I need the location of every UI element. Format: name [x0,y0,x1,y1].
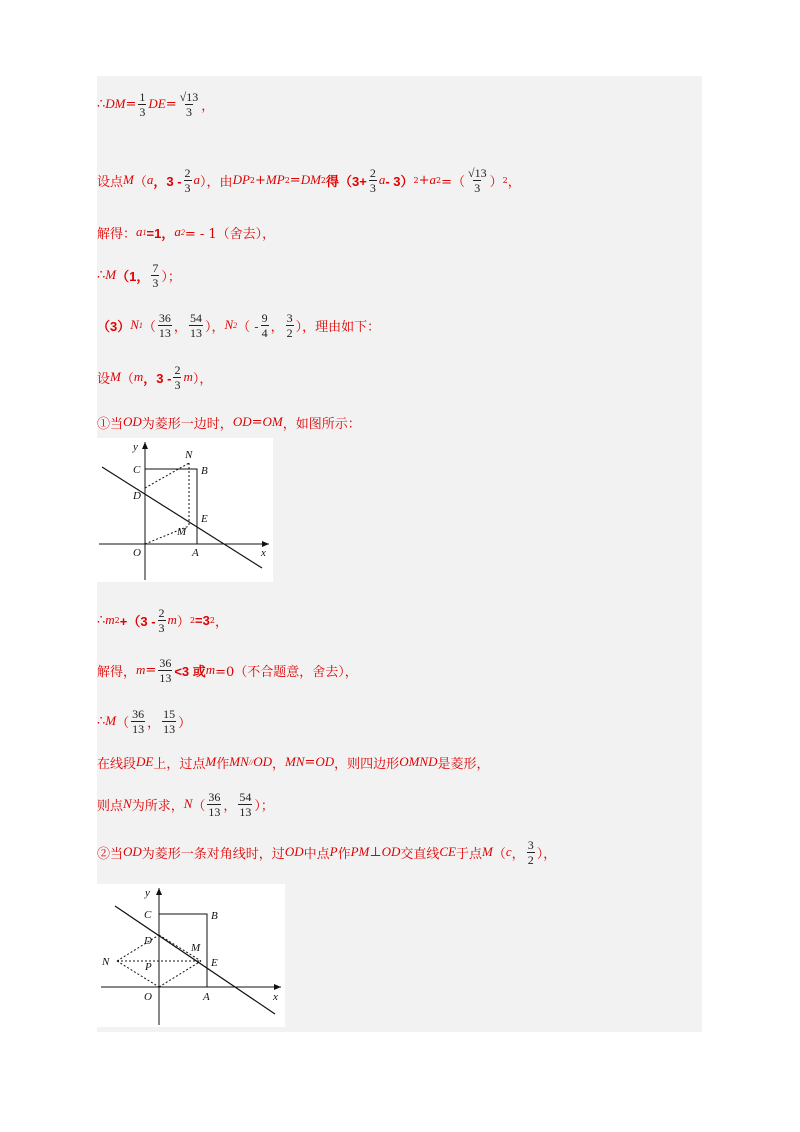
fraction [158,311,172,340]
fraction [286,311,294,340]
line-solve-m [97,650,358,690]
numerator: 1 [139,89,146,104]
text: 作 [216,756,230,772]
exponent: 2 [284,175,290,185]
fraction [131,707,145,736]
label-x: x [261,547,266,559]
denominator: 3 [139,104,146,119]
var: m [167,612,177,627]
text: 中点 [303,846,330,862]
line-case1 [97,412,361,432]
text: （3） [97,318,131,334]
text: <3 或 [174,663,206,679]
var: c [505,844,512,859]
denominator: 13 [158,325,171,340]
var: OD [123,414,142,429]
numerator: 36 [159,655,172,670]
var-de: DE [148,96,166,111]
subscript: 1 [142,227,147,237]
denominator: 2 [527,852,534,867]
var: OD [232,414,252,429]
exponent: 2 [436,175,442,185]
denominator: 13 [189,325,202,340]
label-c: C [133,464,141,476]
subscript: 2 [180,227,185,237]
line-set-m [97,357,212,397]
text: （ [120,371,134,387]
var: a [146,172,154,187]
y-axis-arrow [156,888,162,895]
line-set-point-m [97,160,521,200]
numerator: 7 [152,260,159,275]
var: a [193,172,201,187]
fraction [467,166,488,195]
var: OM [262,414,283,429]
text: = [145,662,157,678]
text: ， [223,798,237,814]
var: N [224,317,234,332]
denominator: 3 [174,377,181,392]
denominator: 3 [184,180,191,195]
text: ， [270,319,284,335]
text: 交直线 [400,846,440,862]
text: （ [142,319,156,335]
var: N [130,317,139,332]
text: =（ [441,174,465,190]
line-rhombus-omnd [97,752,489,772]
fraction [369,166,377,195]
text: ，则四边形 [334,756,400,772]
denominator: 13 [132,721,145,736]
text: =3 [195,612,210,628]
text: ）， [192,371,213,387]
numerator: 2 [158,605,165,620]
numerator: 36 [158,310,171,325]
text: ， [147,715,161,731]
var: P [329,844,338,859]
text: 在线段 [97,756,137,772]
text: = [251,414,263,430]
text: +（3 - [119,613,156,629]
exponent: 2 [209,615,215,625]
segment-om [159,961,201,987]
fraction [179,90,200,119]
var: m [205,662,216,677]
var: DE [136,754,154,769]
exponent: 2 [320,175,326,185]
text: ， [507,174,521,190]
therefore-symbol: ∴ [97,96,106,112]
var: DM [300,172,321,187]
parallel-symbol: // [248,757,254,767]
denominator: 4 [261,325,268,340]
fraction [527,838,535,867]
var: M [205,754,217,769]
text: ）， [204,319,225,335]
text: ，如图所示： [282,416,361,432]
numerator: √13 [468,165,487,180]
var: MP [265,172,285,187]
fraction [261,311,269,340]
text: ） [176,614,190,630]
text: - 3） [385,173,414,189]
var: M [105,713,117,728]
var: N [183,796,193,811]
line-equation-m [97,600,228,640]
label-n: N [102,956,110,968]
geometry-figure-1 [97,438,273,582]
text: 为菱形一边时， [141,416,233,432]
var: OD [315,754,335,769]
text: 为菱形一条对角线时，过 [141,846,285,862]
var: m [183,369,193,384]
label-p: P [145,961,152,973]
var: a [429,172,436,187]
denominator: 3 [369,180,376,195]
line-m-result [97,255,181,295]
exponent: 2 [249,175,255,185]
text: 得（3+ [326,173,367,189]
fraction [173,363,181,392]
var: MN [284,754,305,769]
denominator: 13 [159,670,172,685]
var: M [123,172,134,187]
text: ） [489,174,503,190]
var: OMND [399,754,438,769]
text: ），理由如下： [295,319,381,335]
segment-nd [117,935,159,961]
var: MN [229,754,249,769]
denominator: 3 [152,275,159,290]
text: ， [271,756,285,772]
line-n-result [97,784,274,824]
numerator: 36 [132,706,145,721]
var: OD [284,844,304,859]
var: DP [232,172,250,187]
text: （ [116,715,130,731]
label-b: B [211,910,218,922]
exponent: 2 [502,175,508,185]
text: 解得： [97,226,137,242]
var-dm: DM [105,96,126,111]
numerator: 2 [174,362,181,377]
var: PM [350,844,370,859]
var: a [136,224,143,239]
text: 解得， [97,664,137,680]
line-ce [102,467,262,568]
therefore-symbol: ∴ [97,612,106,628]
line-case2 [97,832,556,872]
geometry-figure-2 [97,884,285,1027]
text: 上，过点 [153,756,206,772]
text: 于点 [456,846,483,862]
text: =0（不合题意，舍去）， [215,664,358,680]
numerator: 15 [163,706,176,721]
therefore-symbol: ∴ [97,267,106,283]
label-c: C [144,909,152,921]
subscript: 2 [233,320,238,330]
line-m-coordinates [97,701,191,741]
text: ，3 - [153,173,182,189]
text: ， [214,614,228,630]
x-axis-arrow [274,984,281,990]
fraction [158,656,172,685]
numerator: 2 [184,165,191,180]
text: ） [178,715,192,731]
denominator: 13 [239,804,252,819]
text: ）； [254,798,274,814]
label-d: D [144,935,152,947]
text: ）， [536,846,557,862]
denominator: 3 [474,180,481,195]
text: （ - [237,319,259,335]
var: a [378,172,386,187]
text: ），由 [200,174,233,190]
label-b: B [201,465,208,477]
exponent: 2 [114,615,120,625]
therefore-symbol: ∴ [97,713,106,729]
text: =1， [146,225,175,241]
numerator: 3 [527,837,534,852]
fraction [184,166,192,195]
comma: ， [201,98,215,114]
fraction [158,606,166,635]
denominator: 3 [158,620,165,635]
text: 设 [97,371,111,387]
numerator: 2 [369,165,376,180]
denominator: 3 [185,104,192,119]
var: CE [439,844,457,859]
label-a: A [192,547,199,559]
exponent: 2 [413,175,419,185]
text: 为所求， [131,798,184,814]
var: M [105,267,117,282]
label-e: E [211,957,218,969]
label-m: M [191,942,201,954]
segment-dn [145,463,189,488]
fraction [151,261,159,290]
perpendicular-symbol: ⊥ [369,844,382,860]
text: + [418,172,430,188]
equals: = [125,96,137,112]
var: OD [253,754,272,769]
label-d: D [133,490,141,502]
segment-no [117,961,159,987]
fraction [207,790,221,819]
var: a [174,224,181,239]
var: M [482,844,493,859]
line-dm-value [97,84,214,124]
text: 作 [337,846,351,862]
label-y: y [145,887,150,899]
line-part3-answer [97,305,380,345]
exponent: 2 [189,615,196,625]
label-x: x [273,991,278,1003]
var: M [110,369,121,384]
subscript: 1 [138,320,143,330]
numerator: 54 [239,789,252,804]
numerator: 54 [189,310,202,325]
var: m [105,612,115,627]
equals: = [165,96,177,112]
fraction [162,707,176,736]
label-y: y [133,441,138,453]
numerator: 36 [208,789,221,804]
var: OD [123,844,142,859]
text: （ [492,846,506,862]
text: 是菱形， [437,756,490,772]
numerator: 9 [261,310,268,325]
var: m [136,662,146,677]
label-a: A [203,991,210,1003]
text: ②当 [97,846,124,862]
fraction [189,311,203,340]
text: = [289,172,301,188]
label-m: M [177,526,187,538]
label-e: E [201,513,208,525]
text: = [304,754,316,770]
var: N [123,796,132,811]
text: 则点 [97,798,124,814]
text: （ [192,798,206,814]
text: （ [133,174,147,190]
text: ，3 - [143,370,172,386]
fraction [238,790,252,819]
text: + [255,172,266,188]
label-n: N [185,449,193,461]
label-o: O [133,547,141,559]
numerator: √13 [179,89,199,104]
fraction [138,90,146,119]
var: m [133,369,144,384]
numerator: 3 [286,310,293,325]
var: OD [381,844,401,859]
text: 设点 [97,174,124,190]
text: （1， [116,268,150,284]
text: ）； [161,269,181,285]
denominator: 13 [163,721,176,736]
line-ce [115,906,275,1014]
denominator: 13 [208,804,221,819]
text: ， [173,319,187,335]
line-solve-a [97,222,275,242]
label-o: O [144,991,152,1003]
text: = - 1（舍去）， [184,226,276,242]
y-axis-arrow [142,442,148,449]
text: ①当 [97,416,124,432]
denominator: 2 [286,325,293,340]
text: ， [511,846,525,862]
